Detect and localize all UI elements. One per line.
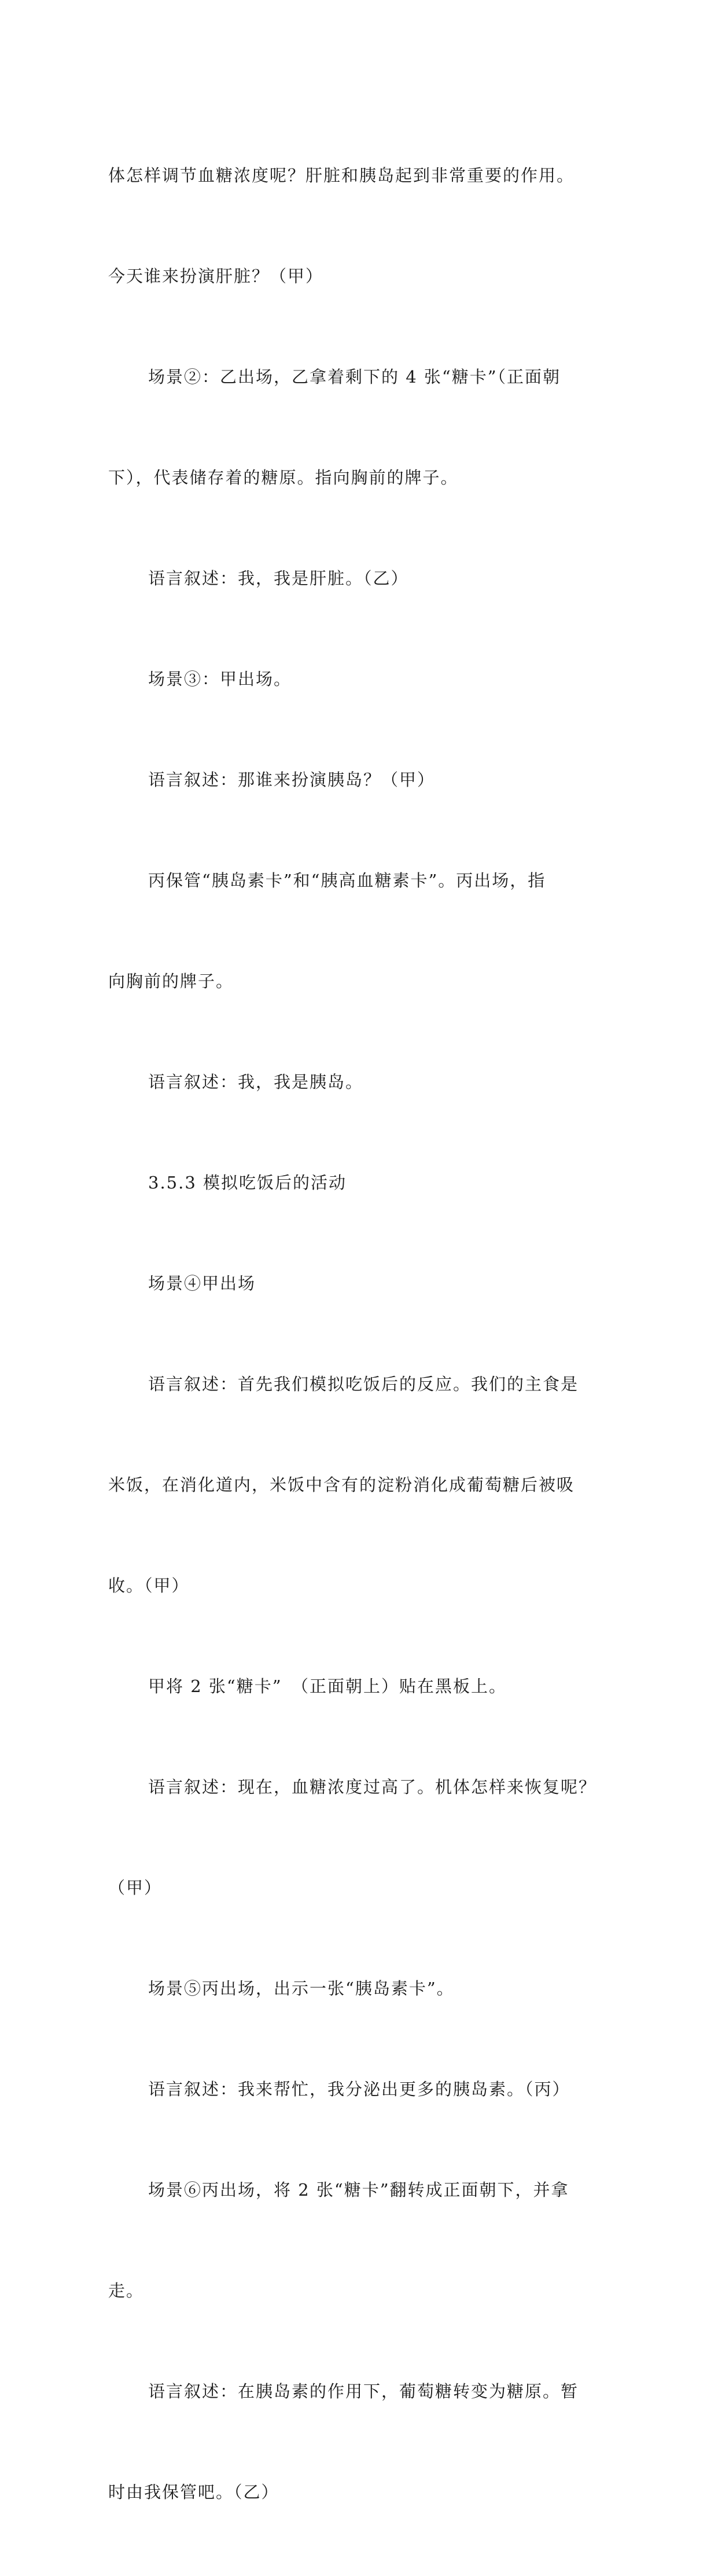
text-line: 语言叙述：那谁来扮演胰岛？（甲）: [148, 770, 436, 790]
text-line: 收。（甲）: [108, 1576, 190, 1595]
text-line: 场景⑥丙出场，将 2 张“糖卡”翻转成正面朝下，并拿: [148, 2180, 569, 2200]
text-line: 场景③：甲出场。: [148, 669, 292, 689]
text-line: 场景②：乙出场，乙拿着剩下的 4 张“糖卡”（正面朝: [148, 367, 561, 387]
text-line: 甲将 2 张“糖卡” （正面朝上）贴在黑板上。: [148, 1676, 507, 1696]
section-heading: 3.5.3 模拟吃饭后的活动: [148, 1173, 347, 1192]
text-line: 语言叙述：我，我是胰岛。: [148, 1072, 364, 1092]
text-line: 丙保管“胰岛素卡”和“胰高血糖素卡”。丙出场，指: [148, 871, 546, 890]
text-line: 走。: [108, 2281, 145, 2300]
text-line: 语言叙述：现在，血糖浓度过高了。机体怎样来恢复呢？: [148, 1777, 597, 1797]
text-line: 语言叙述：我，我是肝脏。（乙）: [148, 568, 409, 588]
body-text: [108, 91, 617, 2576]
document-body: [108, 91, 617, 2576]
text-line: 场景⑤丙出场，出示一张“胰岛素卡”。: [148, 1979, 455, 1998]
text-line: （甲）: [108, 1878, 163, 1898]
text-line: 今天谁来扮演肝脏？（甲）: [108, 266, 324, 286]
text-line: 时由我保管吧。（乙）: [108, 2482, 279, 2502]
text-line: 语言叙述：首先我们模拟吃饭后的反应。我们的主食是: [148, 1374, 579, 1394]
text-line: 米饭，在消化道内，米饭中含有的淀粉消化成葡萄糖后被吸: [108, 1475, 575, 1495]
text-line: 场景④甲出场: [148, 1274, 256, 1293]
text-line: 体怎样调节血糖浓度呢？肝脏和胰岛起到非常重要的作用。: [108, 166, 575, 185]
text-line: 下），代表储存着的糖原。指向胸前的牌子。: [108, 468, 459, 487]
text-line: 语言叙述：在胰岛素的作用下，葡萄糖转变为糖原。暂: [148, 2381, 579, 2401]
text-line: 向胸前的牌子。: [108, 971, 234, 991]
text-line: 语言叙述：我来帮忙，我分泌出更多的胰岛素。（丙）: [148, 2079, 570, 2099]
